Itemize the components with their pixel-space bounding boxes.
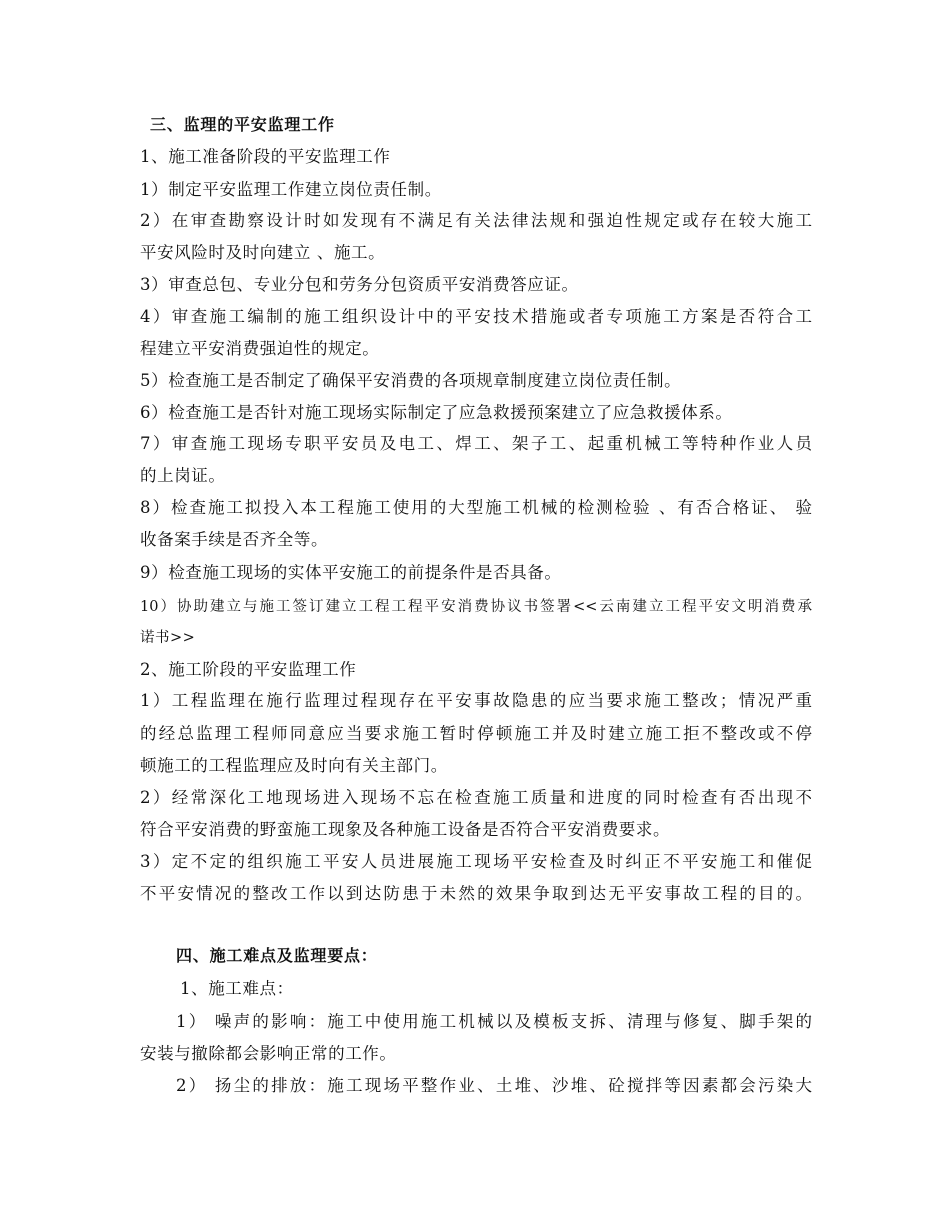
paragraph-line: 2） 扬尘的排放：施工现场平整作业、土堆、沙堆、砼搅拌等因素都会污染大 [176,1076,812,1095]
paragraph-line: 收备案手续是否齐全等。 [140,530,329,549]
paragraph-line: 1）制定平安监理工作建立岗位责任制。 [140,180,442,199]
paragraph-line: 9）检查施工现场的实体平安施工的前提条件是否具备。 [140,563,562,582]
section-3-subheading-1: 1、施工准备阶段的平安监理工作 [140,147,391,166]
section-3-heading: 三、监理的平安监理工作 [150,115,335,134]
paragraph-line: 平安风险时及时向建立 、施工。 [140,243,386,262]
section-3-subheading-2: 2、施工阶段的平安监理工作 [140,660,357,679]
section-4-heading: 四、施工难点及监理要点： [176,946,378,965]
paragraph-line: 5）检查施工是否制定了确保平安消费的各项规章制度建立岗位责任制。 [140,371,682,390]
paragraph-line: 符合平安消费的野蛮施工现象及各种施工设备是否符合平安消费要求。 [140,820,671,839]
paragraph-line: 2）在审查勘察设计时如发现有不满足有关法律法规和强迫性规定或存在较大施工 [140,211,812,230]
paragraph-line: 3）定不定的组织施工平安人员进展施工现场平安检查及时纠正不平安施工和催促 [140,852,812,871]
section-4-subheading-1: 1、施工难点： [180,979,294,998]
paragraph-line: 顿施工的工程监理应及时向有关主部门。 [140,756,448,775]
paragraph-line: 的经总监理工程师同意应当要求施工暂时停顿施工并及时建立施工拒不整改或不停 [140,724,812,743]
paragraph-line: 的上岗证。 [140,466,226,485]
paragraph-line: 7）审查施工现场专职平安员及电工、焊工、架子工、起重机械工等特种作业人员 [140,434,812,453]
paragraph-line: 诺书>> [140,630,196,646]
paragraph-line: 3）审查总包、专业分包和劳务分包资质平安消费答应证。 [140,275,579,294]
paragraph-line: 6）检查施工是否针对施工现场实际制定了应急救援预案建立了应急救援体系。 [140,403,733,422]
paragraph-line: 4）审查施工编制的施工组织设计中的平安技术措施或者专项施工方案是否符合工 [140,307,812,326]
paragraph-line: 10）协助建立与施工签订建立工程工程平安消费协议书签署<<云南建立工程平安文明消费承 [140,599,812,615]
paragraph-line: 8）检查施工拟投入本工程施工使用的大型施工机械的检测检验 、有否合格证、 验 [140,498,812,517]
paragraph-line: 程建立平安消费强迫性的规定。 [140,339,380,358]
paragraph-line: 安装与撤除都会影响正常的工作。 [140,1044,397,1063]
paragraph-line: 不平安情况的整改工作以到达防患于未然的效果争取到达无平安事故工程的目的。 [140,884,812,903]
paragraph-line: 1）工程监理在施行监理过程现存在平安事故隐患的应当要求施工整改；情况严重 [140,691,812,710]
paragraph-line: 2）经常深化工地现场进入现场不忘在检查施工质量和进度的同时检查有否出现不 [140,788,812,807]
paragraph-line: 1） 噪声的影响：施工中使用施工机械以及模板支拆、清理与修复、脚手架的 [176,1012,812,1031]
